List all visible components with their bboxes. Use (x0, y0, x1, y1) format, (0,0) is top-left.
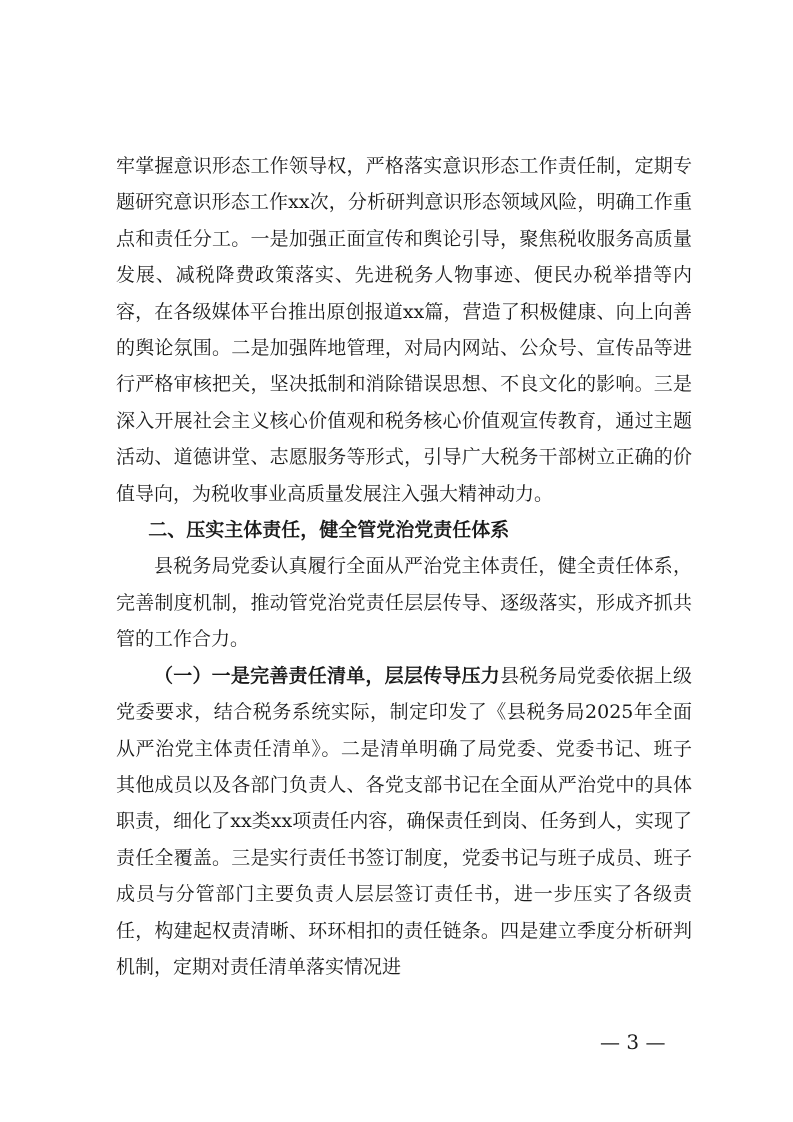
subsection-lead: （一）一是完善责任清单，层层传导压力 (154, 664, 500, 687)
paragraph-responsibility-list (116, 658, 692, 986)
paragraph-main-responsibility: 县税务局党委认真履行全面从严治党主体责任，健全责任体系，完善制度机制，推动管党治党责任层层传导、逐级落实，形成齐抓共管的工作合力。 (116, 555, 692, 651)
page-number: — 3 — (600, 1030, 666, 1054)
document-body (116, 148, 692, 985)
section-heading-2: 二、压实主体责任，健全管党治党责任体系 (148, 519, 510, 542)
paragraph-ideology-work: 牢掌握意识形态工作领导权，严格落实意识形态工作责任制，定期专题研究意识形态工作xx次，分析研判意识形态领域风险，明确工作重点和责任分工。一是加强正面宣传和舆论引导，聚焦税收服务高质量发展、减税降费政策落实、先进税务人物事迹、便民办税举措等内容，在各级媒体平台推出原创报道xx篇，营造了积极健康、向上向善的舆论氛围。二是加强阵地管理，对局内网站、公众号、宣传品等进行严格审核把关，坚决抵制和消除错误思想、不良文化的影响。三是深入开展社会主义核心价值观和税务核心价值观宣传教育，通过主题活动、道德讲堂、志愿服务等形式，引导广大税务干部树立正确的价值导向，为税收事业高质量发展注入强大精神动力。 (116, 155, 692, 505)
subsection-body: 县税务局党委依据上级党委要求，结合税务系统实际，制定印发了《县税务局2025年全面从严治党主体责任清单》。二是清单明确了局党委、党委书记、班子其他成员以及各部门负责人、各党支部书记在全面从严治党中的具体职责，细化了xx类xx项责任内容，确保责任到岗、任务到人，实现了责任全覆盖。三是实行责任书签订制度，党委书记与班子成员、班子成员与分管部门主要负责人层层签订责任书，进一步压实了各级责任，构建起权责清晰、环环相扣的责任链条。四是建立季度分析研判机制，定期对责任清单落实情况进 (116, 664, 692, 978)
